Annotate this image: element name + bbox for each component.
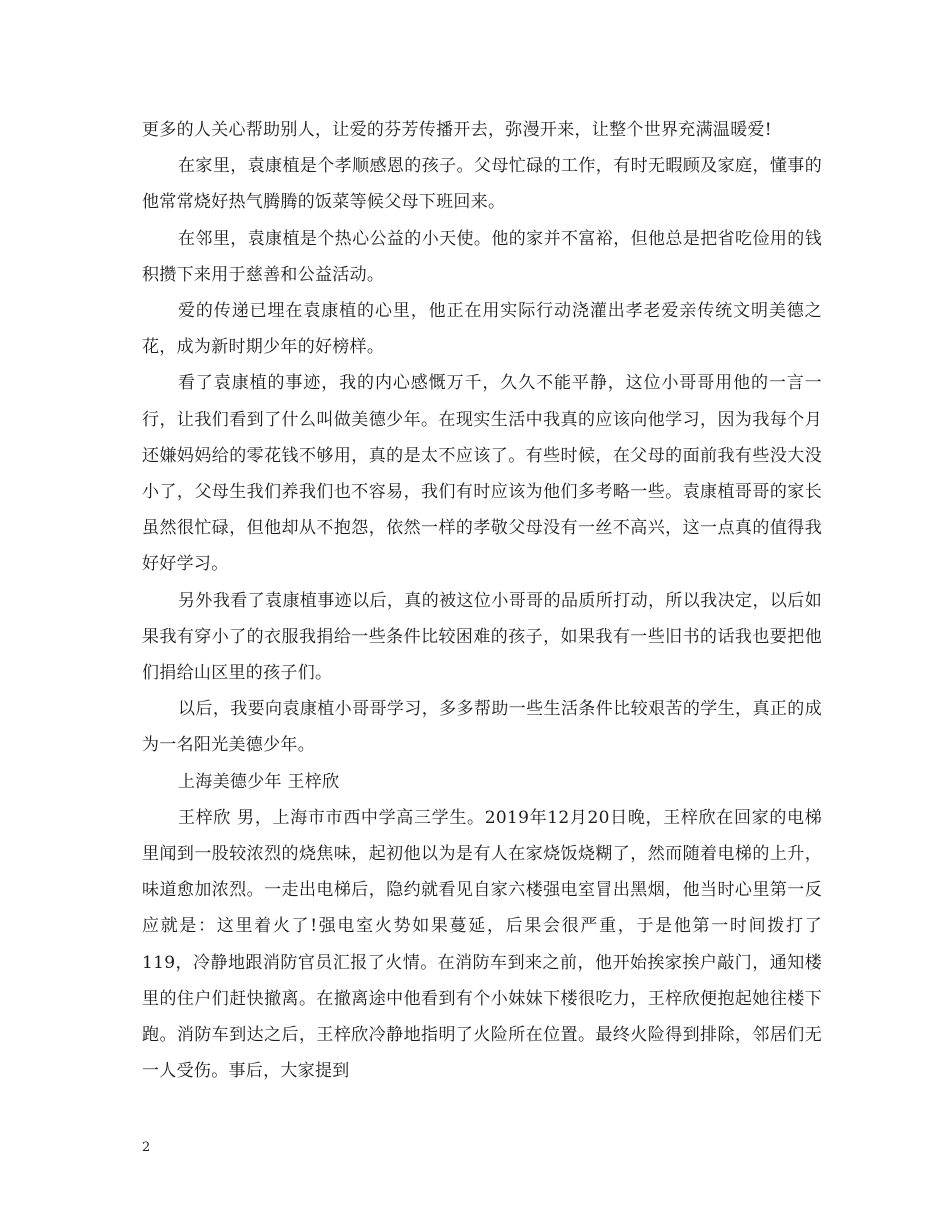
- page-number: 2: [142, 1140, 151, 1155]
- paragraph: 更多的人关心帮助别人，让爱的芬芳传播开去，弥漫开来，让整个世界充满温暖爱!: [142, 120, 772, 140]
- paragraph: 在家里，袁康植是个孝顺感恩的孩子。父母忙碌的工作，有时无暇顾及家庭，懂事的他常常烧好热气腾腾的饭菜等候父母下班回来。: [142, 156, 822, 213]
- paragraph: 王梓欣 男，上海市市西中学高三学生。2019年12月20日晚，王梓欣在回家的电梯里闻到一股较浓烈的烧焦味，起初他以为是有人在家烧饭烧糊了，然而随着电梯的上升，味道愈加浓烈。一走出电梯后，隐约就看见自家六楼强电室冒出黑烟，他当时心里第一反应就是：这里着火了!强电室火势如果蔓延，后果会很严重，于是他第一时间拨打了119，冷静地跟消防官员汇报了火情。在消防车到来之前，他开始挨家挨户敲门，通知楼里的住户们赶快撤离。在撤离途中他看到有个小妹妹下楼很吃力，王梓欣便抱起她往楼下跑。消防车到达之后，王梓欣冷静地指明了火险所在位置。最终火险得到排除，邻居们无一人受伤。事后，大家提到: [142, 807, 822, 1082]
- document-body: [142, 112, 822, 1089]
- paragraph: 以后，我要向袁康植小哥哥学习，多多帮助一些生活条件比较艰苦的学生，真正的成为一名阳光美德少年。: [142, 699, 822, 756]
- paragraph: 爱的传递已埋在袁康植的心里，他正在用实际行动浇灌出孝老爱亲传统文明美德之花，成为新时期少年的好榜样。: [142, 301, 822, 358]
- paragraph: 看了袁康植的事迹，我的内心感慨万千，久久不能平静，这位小哥哥用他的一言一行，让我们看到了什么叫做美德少年。在现实生活中我真的应该向他学习，因为我每个月还嫌妈妈给的零花钱不够用，真的是太不应该了。有些时候，在父母的面前我有些没大没小了，父母生我们养我们也不容易，我们有时应该为他们多考略一些。袁康植哥哥的家长虽然很忙碌，但他却从不抱怨，依然一样的孝敬父母没有一丝不高兴，这一点真的值得我好好学习。: [142, 373, 822, 575]
- section-heading: 上海美德少年 王梓欣: [178, 771, 340, 792]
- paragraph: 在邻里，袁康植是个热心公益的小天使。他的家并不富裕，但他总是把省吃俭用的钱积攒下来用于慈善和公益活动。: [142, 228, 822, 285]
- paragraph: 另外我看了袁康植事迹以后，真的被这位小哥哥的品质所打动，所以我决定，以后如果我有穿小了的衣服我捐给一些条件比较困难的孩子，如果我有一些旧书的话我也要把他们捐给山区里的孩子们。: [142, 590, 822, 684]
